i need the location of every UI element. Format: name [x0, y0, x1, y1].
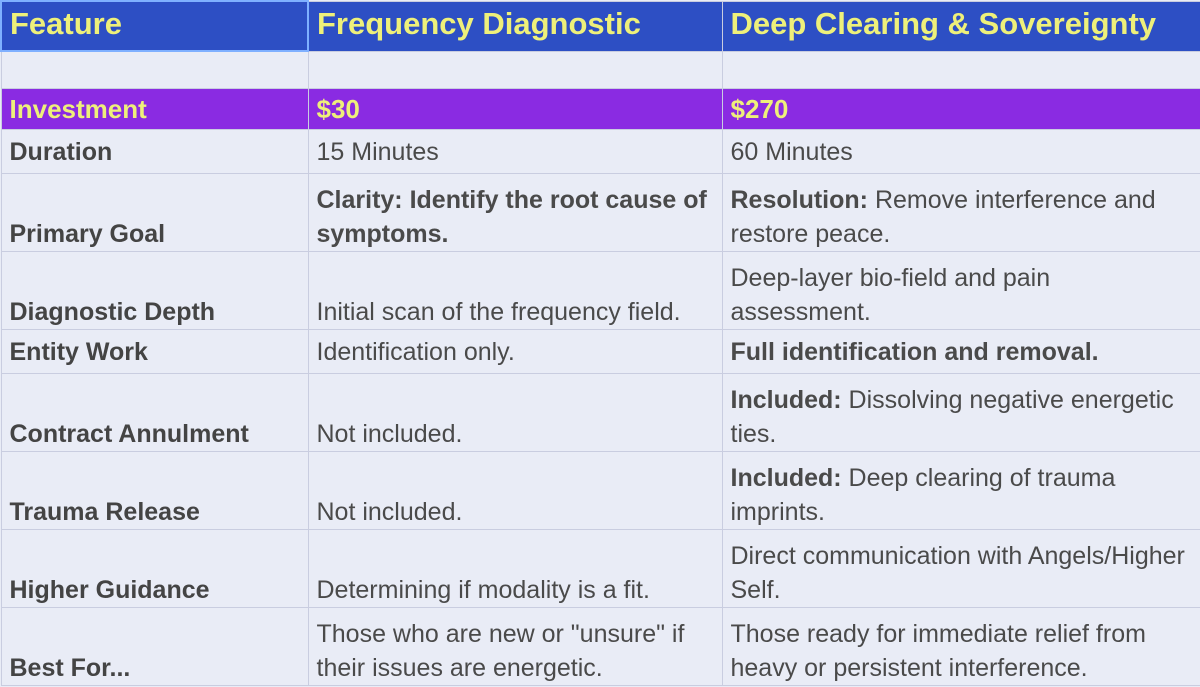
row-label[interactable]: Higher Guidance [1, 530, 308, 608]
empty-cell[interactable] [722, 51, 1200, 89]
cell-text: Remove interference and restore peace. [730, 186, 1156, 248]
table-cell[interactable]: Full identification and removal. [722, 330, 1200, 374]
row-label[interactable]: Contract Annulment [1, 374, 308, 452]
table-cell[interactable]: 60 Minutes [722, 130, 1200, 174]
header-feature[interactable]: Feature [1, 1, 308, 51]
table-cell[interactable]: Determining if modality is a fit. [308, 530, 722, 608]
cell-text: Dissolving negative energetic ties. [730, 386, 1174, 448]
table-cell[interactable]: 15 Minutes [308, 130, 722, 174]
empty-cell[interactable] [1, 51, 308, 89]
cell-bold-prefix: Included: [730, 464, 842, 492]
table-cell[interactable]: Initial scan of the frequency field. [308, 252, 722, 330]
row-label[interactable]: Entity Work [1, 330, 308, 374]
table-cell[interactable]: Not included. [308, 374, 722, 452]
row-label[interactable]: Duration [1, 130, 308, 174]
cell-bold-prefix: Included: [730, 386, 842, 414]
table-cell[interactable]: Direct communication with Angels/Higher Self. [722, 530, 1200, 608]
header-row [1, 1, 1200, 51]
table-row [1, 530, 1200, 608]
price-frequency-diagnostic[interactable]: $30 [308, 89, 722, 130]
table-row [1, 452, 1200, 530]
row-label[interactable]: Trauma Release [1, 452, 308, 530]
table-row [1, 608, 1200, 686]
table-cell[interactable]: Those ready for immediate relief from heavy or persistent interference. [722, 608, 1200, 686]
row-label[interactable]: Investment [1, 89, 308, 130]
row-label[interactable]: Best For... [1, 608, 308, 686]
table-cell[interactable]: Those who are new or "unsure" if their issues are energetic. [308, 608, 722, 686]
table-cell[interactable]: Deep-layer bio-field and pain assessment. [722, 252, 1200, 330]
header-frequency-diagnostic[interactable]: Frequency Diagnostic [308, 1, 722, 51]
spacer-row [1, 51, 1200, 89]
table-row [1, 374, 1200, 452]
table-cell[interactable]: Clarity: Identify the root cause of symptoms. [308, 174, 722, 252]
table-row [1, 130, 1200, 174]
price-deep-clearing[interactable]: $270 [722, 89, 1200, 130]
table-cell[interactable] [722, 374, 1200, 452]
cell-bold-prefix: Resolution: [730, 186, 868, 214]
table-cell[interactable]: Identification only. [308, 330, 722, 374]
table-row [1, 252, 1200, 330]
table-cell[interactable]: Not included. [308, 452, 722, 530]
empty-cell[interactable] [308, 51, 722, 89]
header-deep-clearing[interactable]: Deep Clearing & Sovereignty [722, 1, 1200, 51]
table-cell[interactable] [722, 452, 1200, 530]
table-row [1, 330, 1200, 374]
cell-text: Deep clearing of trauma imprints. [730, 464, 1116, 526]
investment-row [1, 89, 1200, 130]
row-label[interactable]: Primary Goal [1, 174, 308, 252]
row-label[interactable]: Diagnostic Depth [1, 252, 308, 330]
table-row [1, 174, 1200, 252]
table-cell[interactable] [722, 174, 1200, 252]
